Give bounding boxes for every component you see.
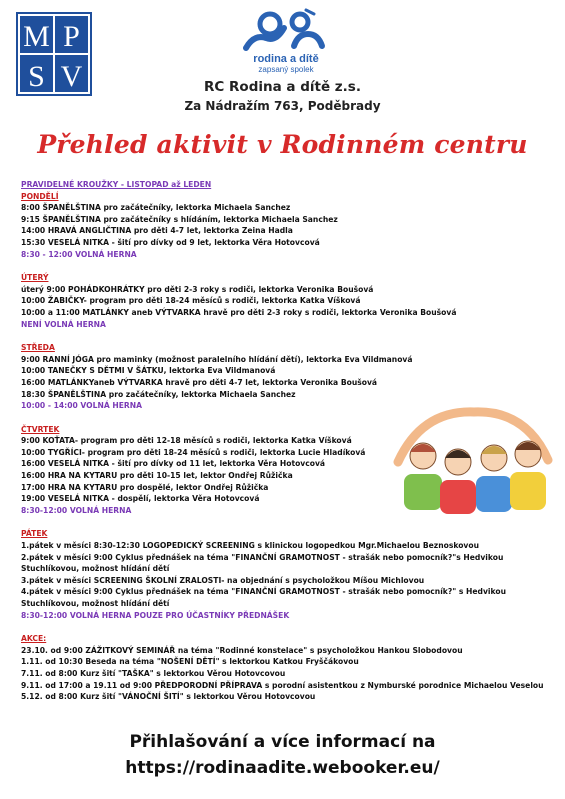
list-item: 17:00 HRA NA KYTARU pro dospělé, lektor Ondřej Růžička xyxy=(21,482,269,492)
list-item: 19:00 VESELÁ NITKA - dospělí, lektorka Věra Hotovcová xyxy=(21,494,260,504)
herna-thursday: 8:30-12:00 VOLNÁ HERNA xyxy=(21,505,132,515)
footer-text: Přihlašování a více informací na xyxy=(129,732,436,752)
list-item: 2.pátek v měsíci 9:00 Cyklus přednášek na téma "FINANČNÍ GRAMOTNOST - strašák nebo pomocník?"s Hedvikou Stuchlíkovou, možnost hlídání dětí xyxy=(21,552,504,574)
list-item: 9:15 ŠPANĚLŠTINA pro začátečníky s hlídáním, lektorka Michaela Sanchez xyxy=(21,214,338,224)
list-item: 18:30 ŠPANĚLŠTINA pro začátečníky, lektorka Michaela Sanchez xyxy=(21,389,296,399)
svg-text:S: S xyxy=(28,60,45,93)
list-item: 9.11. od 17:00 a 19.11 od 9:00 PŘEDPORODNÍ PŘÍPRAVA s porodní asistentkou z Nymburské porodnice Michaelou Veselou xyxy=(21,680,544,690)
org-name: RC Rodina a dítě z.s. xyxy=(204,79,361,95)
schedule-intro: PRAVIDELNÉ KROUŽKY - LISTOPAD až LEDEN xyxy=(21,180,212,189)
list-item: 14:00 HRAVÁ ANGLIČTINA pro děti 4-7 let, lektorka Zeina Hadla xyxy=(21,226,293,236)
day-heading-monday: PONDĚLÍ xyxy=(21,191,59,201)
children-illustration xyxy=(392,402,556,524)
rodina-logo-name: rodina a dítě xyxy=(253,53,319,65)
list-item: 9:00 KOŤATA- program pro děti 12-18 měsíců s rodiči, lektorka Katka Víšková xyxy=(21,436,352,446)
list-item: úterý 9:00 POHÁDKOHRÁTKY pro děti 2-3 roky s rodiči, lektorka Veronika Boušová xyxy=(21,284,374,294)
list-item: 7.11. od 8:00 Kurz šití "TAŠKA" s lektorkou Věrou Hotovcovou xyxy=(21,668,286,678)
list-item: 1.11. od 10:30 Beseda na téma "NOŠENÍ DĚTÍ" s lektorkou Katkou Fryščákovou xyxy=(21,657,359,667)
page-title: Přehled aktivit v Rodinném centru xyxy=(37,130,528,159)
list-item: 15:30 VESELÁ NITKA - šití pro dívky od 9 let, lektorka Věra Hotovcová xyxy=(21,237,320,247)
events-heading: AKCE: xyxy=(21,634,47,644)
rodina-logo-text xyxy=(236,54,336,74)
day-heading-thursday: ČTVRTEK xyxy=(21,424,60,434)
list-item: 1.pátek v měsíci 8:30-12:30 LOGOPEDICKÝ SCREENING s klinickou logopedkou Mgr.Michaelou Beznoskovou xyxy=(21,541,479,551)
svg-text:P: P xyxy=(63,20,80,53)
list-item: 10:00 TYGŘÍCI- program pro děti 18-24 měsíců s rodiči, lektorka Lucie Hladíková xyxy=(21,447,366,457)
svg-text:M: M xyxy=(23,20,50,53)
list-item: 10:00 a 11:00 MATLÁNKY aneb VÝTVARKA hravě pro děti 2-3 roky s rodiči, lektorka Veronika Boušová xyxy=(21,307,457,317)
list-item: 3.pátek v měsíci SCREENING ŠKOLNÍ ZRALOSTI- na objednání s psycholožkou Míšou Michlovou xyxy=(21,575,425,585)
list-item: 10:00 TANEČKY S DĚTMI V ŠÁTKU, lektorka Eva Vildmanová xyxy=(21,366,276,376)
herna-tuesday: NENÍ VOLNÁ HERNA xyxy=(21,319,106,329)
list-item: 10:00 ŽABIČKY- program pro děti 18-24 měsíců s rodiči, lektorka Katka Víšková xyxy=(21,296,361,306)
herna-monday: 8:30 - 12:00 VOLNÁ HERNA xyxy=(21,249,137,259)
list-item: 16:00 HRA NA KYTARU pro děti 10-15 let, lektor Ondřej Růžička xyxy=(21,471,293,481)
day-heading-friday: PÁTEK xyxy=(21,529,48,539)
list-item: 9:00 RANNÍ JÓGA pro maminky (možnost paralelního hlídání dětí), lektorka Eva Vildmanová xyxy=(21,354,413,364)
list-item: 16:00 VESELÁ NITKA - šití pro dívky od 11 let, lektorka Věra Hotovcová xyxy=(21,459,326,469)
rodina-logo-sub: zapsaný spolek xyxy=(258,65,314,74)
day-heading-tuesday: ÚTERÝ xyxy=(21,273,49,283)
day-heading-wednesday: STŘEDA xyxy=(21,343,55,353)
herna-wednesday: 10:00 - 14:00 VOLNÁ HERNA xyxy=(21,401,142,411)
list-item: 16:00 MATLÁNKYaneb VÝTVARKA hravě pro děti 4-7 let, lektorka Veronika Boušová xyxy=(21,377,378,387)
herna-friday: 8:30-12:00 VOLNÁ HERNA POUZE PRO ÚČASTNÍKY PŘEDNÁŠEK xyxy=(21,610,290,620)
list-item: 5.12. od 8:00 Kurz šití "VÁNOČNÍ ŠITÍ" s lektorkou Věrou Hotovcovou xyxy=(21,692,316,702)
svg-text:V: V xyxy=(60,60,83,93)
list-item: 8:00 ŠPANĚLŠTINA pro začátečníky, lektorka Michaela Sanchez xyxy=(21,203,291,213)
list-item: 4.pátek v měsíci 9:00 Cyklus přednášek na téma "FINANČNÍ GRAMOTNOST - strašák nebo pomocník?" s Hedvikou Stuchlíkovou, možnost hlídání dětí xyxy=(21,587,506,608)
list-item: 23.10. od 9:00 ZÁŽITKOVÝ SEMINÁŘ na téma "Rodinné konstelace" s psycholožkou Hankou Slobodovou xyxy=(21,645,463,655)
footer-url[interactable]: https://rodinaadite.webooker.eu/ xyxy=(125,758,440,778)
org-address: Za Nádražím 763, Poděbrady xyxy=(184,99,381,113)
